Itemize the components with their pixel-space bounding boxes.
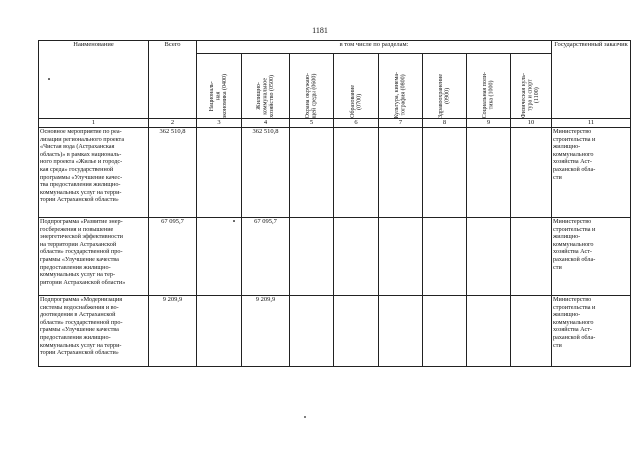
column-number: 9 — [467, 119, 511, 128]
row-customer: Министерство строительства и жилищно- коммунального хозяйства Аст- раханской обла- сти — [552, 218, 631, 296]
scan-speck — [233, 220, 235, 222]
row-name: Подпрограмма «Модернизация системы водоснабжения и во- доотведения в Астраханской области» государственной про- граммы «Улучшение качества предоставления жилищно- коммунальных услуг на терри- тории Астраханской области» — [39, 296, 149, 367]
header-section-0700: Образование (0700) — [334, 54, 379, 119]
row-customer: Министерство строительства и жилищно- коммунального хозяйства Аст- раханской обла- сти — [552, 128, 631, 218]
row-total: 362 510,8 — [149, 128, 197, 218]
row-section-0900 — [423, 296, 467, 367]
row-section-0500: 9 209,9 — [242, 296, 290, 367]
row-customer: Министерство строительства и жилищно- коммунального хозяйства Аст- раханской обла- сти — [552, 296, 631, 367]
column-number: 10 — [511, 119, 552, 128]
row-section-0500: 67 095,7 — [242, 218, 290, 296]
header-section-0500: Жилищно- коммунальное хозяйство (0500) — [242, 54, 290, 119]
row-section-1000 — [467, 218, 511, 296]
row-section-0700 — [334, 128, 379, 218]
row-section-0900 — [423, 128, 467, 218]
row-section-0600 — [290, 218, 334, 296]
header-total: Всего — [149, 41, 197, 119]
table-row — [39, 218, 631, 296]
column-number: 6 — [334, 119, 379, 128]
column-number: 4 — [242, 119, 290, 128]
column-number: 7 — [379, 119, 423, 128]
budget-table — [38, 40, 631, 367]
row-section-0400 — [197, 128, 242, 218]
column-number: 11 — [552, 119, 631, 128]
scan-speck — [304, 416, 306, 418]
column-number: 1 — [39, 119, 149, 128]
page-number: 1181 — [312, 26, 328, 35]
header-section-1000: Социальная поли- тика (1000) — [467, 54, 511, 119]
row-name: Основное мероприятие по реа- лизации регионального проекта «Чистая вода (Астраханская область)» в рамках националь- ного проекта «Жилье и городс- кая среда» государственной программы «Улучшение качес- тва предоставления жилищно- коммунальных услуг на терри- тории Астраханской области» — [39, 128, 149, 218]
header-section-0600: Охрана окружаю- щей среды (0600) — [290, 54, 334, 119]
row-section-1100 — [511, 128, 552, 218]
column-number-row — [39, 119, 631, 128]
row-name: Подпрограмма «Развитие энер- госбережения и повышение энергетической эффективности на территории Астраханской области» государственной про- граммы «Улучшение качества предоставления жилищно- коммунальных услуг на тер- ритории Астраханской области» — [39, 218, 149, 296]
header-customer: Государственный заказчик — [552, 41, 631, 119]
row-section-0800 — [379, 296, 423, 367]
row-section-0800 — [379, 128, 423, 218]
column-number: 3 — [197, 119, 242, 128]
header-section-0800: Культура, кинема- тография (0800) — [379, 54, 423, 119]
row-section-0700 — [334, 218, 379, 296]
row-section-1100 — [511, 218, 552, 296]
table-row — [39, 296, 631, 367]
column-number: 5 — [290, 119, 334, 128]
column-number: 2 — [149, 119, 197, 128]
header-sections-title: в том числе по разделам: — [197, 41, 552, 54]
scan-speck — [48, 78, 50, 80]
row-section-0600 — [290, 296, 334, 367]
row-section-0400 — [197, 296, 242, 367]
row-total: 9 209,9 — [149, 296, 197, 367]
column-number: 8 — [423, 119, 467, 128]
row-section-0800 — [379, 218, 423, 296]
row-section-0400 — [197, 218, 242, 296]
row-total: 67 095,7 — [149, 218, 197, 296]
row-section-0600 — [290, 128, 334, 218]
table-row — [39, 128, 631, 218]
row-section-0500: 362 510,8 — [242, 128, 290, 218]
row-section-1000 — [467, 128, 511, 218]
header-name: Наименование — [39, 41, 149, 119]
header-section-1100: Физическая куль- тура и спорт (1100) — [511, 54, 552, 119]
header-section-0900: Здравоохранение (0900) — [423, 54, 467, 119]
header-section-0400: Националь- ная экономика (0400) — [197, 54, 242, 119]
row-section-0900 — [423, 218, 467, 296]
row-section-1100 — [511, 296, 552, 367]
row-section-0700 — [334, 296, 379, 367]
row-section-1000 — [467, 296, 511, 367]
